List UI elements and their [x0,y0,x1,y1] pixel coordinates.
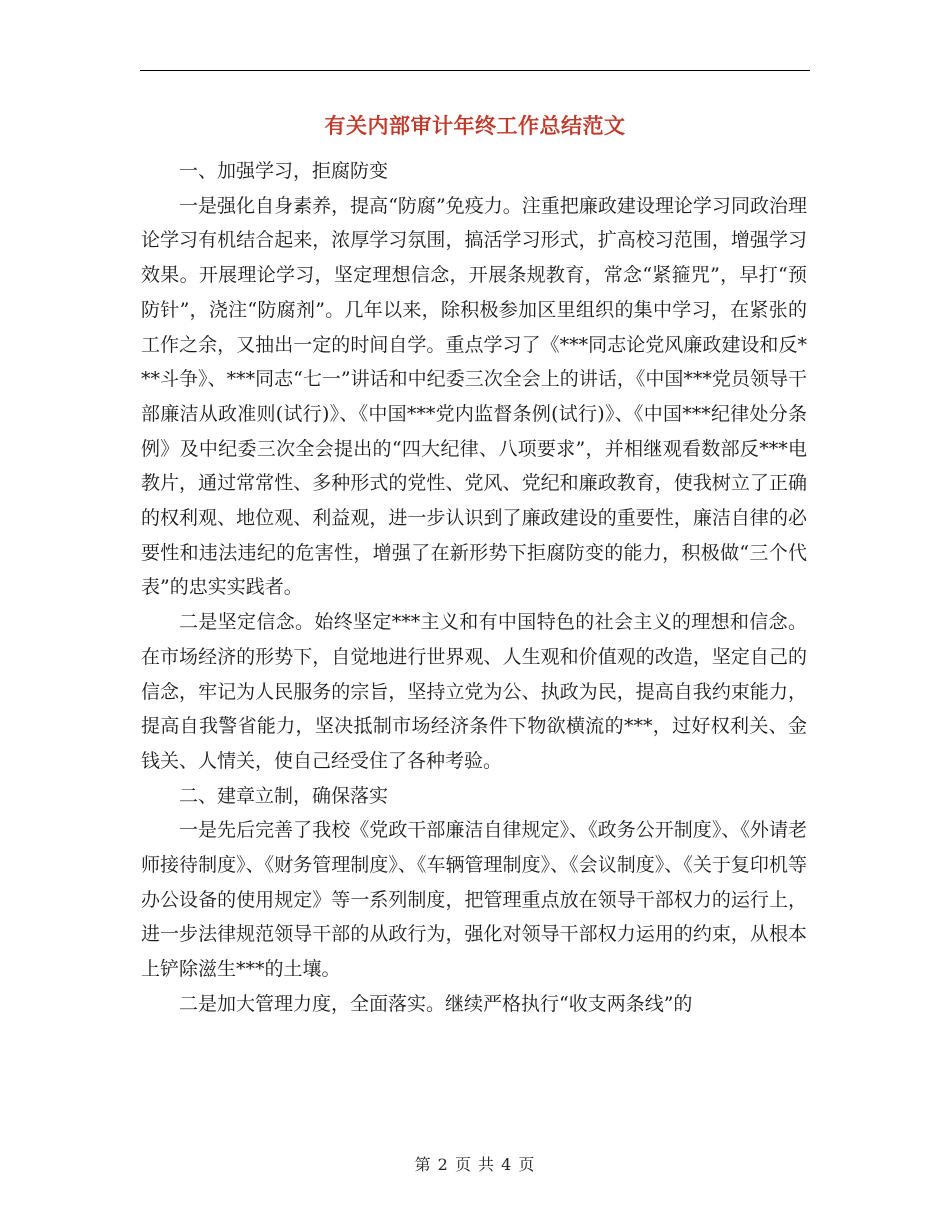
section-heading-2: 二、建章立制，确保落实 [179,784,389,807]
document-body [141,154,807,1022]
paragraph-3: 一是先后完善了我校《党政干部廉洁自律规定》、《政务公开制度》、《外请老师接待制度》、《财务管理制度》、《车辆管理制度》、《会议制度》、《关于复印机等办公设备的使用规定》等一系列制度，把管理重点放在领导干部权力的运行上，进一步法律规范领导干部的从政行为，强化对领导干部权力运用的约束，从根本上铲除滋生***的土壤。 [141,819,807,981]
page-number: 第 2 页 共 4 页 [414,1155,536,1174]
paragraph-1: 一是强化自身素养，提高“防腐”免疫力。注重把廉政建设理论学习同政治理论学习有机结合起来，浓厚学习氛围，搞活学习形式，扩高校习范围，增强学习效果。开展理论学习，坚定理想信念，开展条规教育，常念“紧箍咒”，早打“预防针”，浇注“防腐剂”。几年以来，除积极参加区里组织的集中学习，在紧张的工作之余，又抽出一定的时间自学。重点学习了《***同志论党风廉政建设和反***斗争》、***同志“七一”讲话和中纪委三次全会上的讲话，《中国***党员领导干部廉洁从政准则(试行)》、《中国***党内监督条例(试行)》、《中国***纪律处分条例》及中纪委三次全会提出的“四大纪律、八项要求”，并相继观看数部反***电教片，通过常常性、多种形式的党性、党风、党纪和廉政教育，使我树立了正确的权利观、地位观、利益观，进一步认识到了廉政建设的重要性，廉洁自律的必要性和违法违纪的危害性，增强了在新形势下拒腐防变的能力，积极做“三个代表”的忠实实践者。 [141,194,807,599]
header-rule [140,70,810,71]
paragraph-4: 二是加大管理力度，全面落实。继续严格执行“收支两条线”的 [179,992,693,1015]
section-heading-1: 一、加强学习，拒腐防变 [179,160,389,182]
paragraph-2: 二是坚定信念。始终坚定***主义和有中国特色的社会主义的理想和信念。在市场经济的形势下，自觉地进行世界观、人生观和价值观的改造，坚定自己的信念，牢记为人民服务的宗旨，坚持立党为公、执政为民，提高自我约束能力，提高自我警省能力，坚决抵制市场经济条件下物欲横流的***，过好权利关、金钱关、人情关，使自己经受住了各种考验。 [141,611,807,772]
document-title: 有关内部审计年终工作总结范文 [324,113,626,138]
